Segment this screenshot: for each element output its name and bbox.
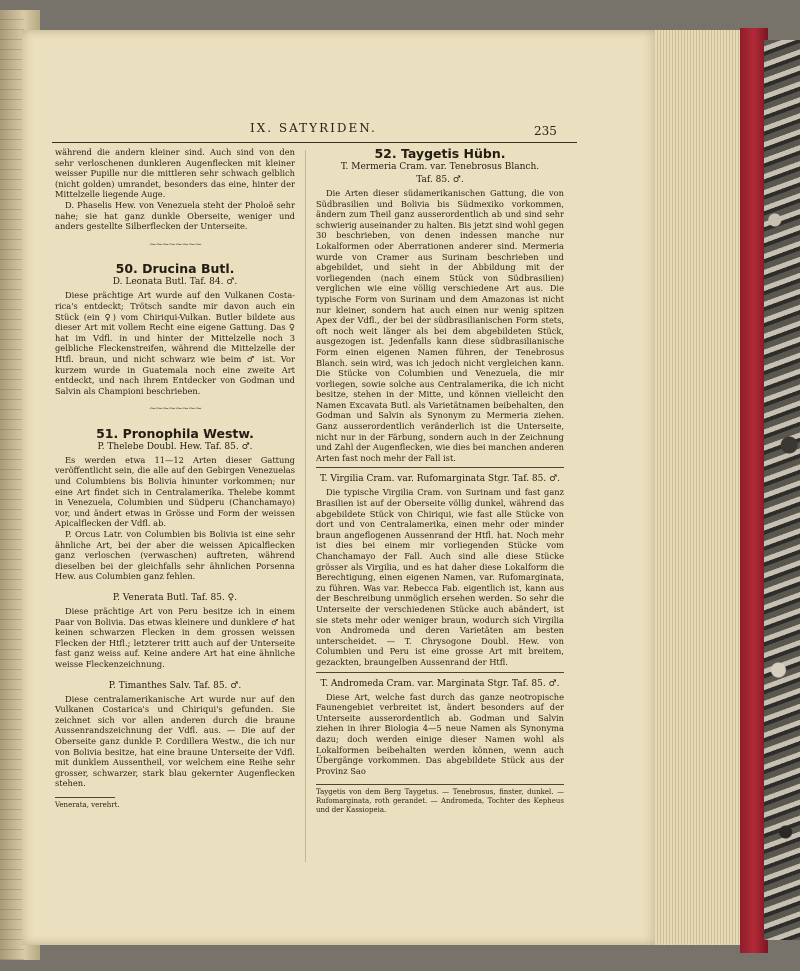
book-cover-marbled [764,40,800,940]
paragraph: Diese prächtige Art von Peru besitze ich in einem Paar von Bolivia. Das etwas kleinere und dunklere ♂ hat keinen schwarzen Flecken in dem grossen weissen Flecken der Htfl.; letzterer tritt auch auf der Unterseite fast ganz weiss auf. Keine andere Art hat eine ähnliche weisse Fleckenzeichnung. [55,606,295,669]
paragraph: Es werden etwa 11—12 Arten dieser Gattung veröffentlicht sein, die alle auf den Gebirgen Venezuelas und Columbiens bis Bolivia hinunter vorkommen; nur eine Art findet sich in Centralamerika. Thelebe kommt in Venezuela, Columbien und Südperu (Chanchamayo) vor, und ändert etwas in Grösse und Form der weissen Apicalflecken der Vdfl. ab. [55,454,295,529]
divider [316,672,564,673]
running-head: IX. SATYRIDEN. [250,121,377,135]
paragraph: Die Arten dieser südamerikanischen Gattung, die von Südbrasilien und Bolivia bis Südmexiko vorkommen, ändern zum Theil ganz ausserordentlich ab und sind sehr schwierig auseinander zu halten. Bis jetzt sind wohl gegen 30 beschrieben, von denen indessen manche nur Lokalformen oder Aberrationen anderer sind. Mermeria wurde von Cramer aus Surinam beschrieben und abgebildet, und sieht in der Abbildung mit der vorliegenden (nach einem Stück von Südbrasilien) verglichen wie eine völlig verschiedene Art aus. Die typische Form von Surinam und dem Amazonas ist nicht nur kleiner, sondern hat auch einen nur wenig spitzen Apex der Vdfl., der bei der südbrasilianischen Form stets, oft noch weit länger als bei dem abgebildeten Stück, ausgezogen ist. Jedenfalls kann diese südbrasilianische Form einen eigenen Namen führen, der Tenebrosus Blanch. sein wird, was ich jedoch nicht vergleichen kann. Die Stücke von Columbien und Venezuela, die mir vorliegen, sowie solche aus Centralamerika, die ich nicht besitze, stehen in der Mitte, und können vielleicht den Namen Excavata Butl. als Varietätnamen beibehalten, den Godman und Salvin als Synonym zu Mermeria ziehen. Ganz ausserordentlich veränderlich ist die Unterseite, nicht nur in der Färbung, sondern auch in der Zeichnung und Zahl der Augenflecken, wie dies bei manchen anderen Arten fast noch mehr der Fall ist. [316,188,564,463]
page-stack-edge [655,30,750,945]
section-title-taygetis: 52. Taygetis Hübn. [374,146,506,161]
paragraph: während die andern kleiner sind. Auch sind von den sehr verloschenen dunkleren Augenflecken mit kleiner weisser Pupille nur die mittleren sehr schwach gelblich (nicht golden) umrandet, besonders das eine, hinter der Mittelzelle liegende Auge. [55,147,295,200]
species-heading: P. Thelebe Doubl. Hew. Taf. 85. ♂. [97,441,253,452]
divider [316,467,564,468]
species-heading: T. Mermeria Cram. var. Tenebrosus Blanch. [340,162,540,172]
left-column [55,147,295,810]
paragraph: Die typische Virgilia Cram. von Surinam und fast ganz Brasilien ist auf der Oberseite völlig dunkel, während das abgebildete Stück von Chiriqui, wie fast alle Stücke von dort und von Centralamerika, einen mehr oder minder braun angeflogenen Aussenrand der Htfl. hat. Noch mehr ist dies bei einem mir vorliegenden Stücke vom Chanchamayo der Fall. Auch sind alle diese Stücke grösser als Virgilia, und es hat daher diese Lokalform die Berechtigung, einen eigenen Namen, var. Rufomarginata, zu führen. Was var. Rebecca Fab. eigentlich ist, kann aus der Beschreibung unmöglich ersehen werden. So sehr die Unterseite der verschiedenen Stücke auch abändert, ist sie stets mehr oder weniger braun, wodurch sich Virgilia von Andromeda und deren Varietäten am besten unterscheidet. — T. Chrysogone Doubl. Hew. von Columbien und Peru ist eine grosse Art mit breitem, gezackten, braungelben Aussenrand der Htfl. [316,487,564,667]
species-heading: T. Andromeda Cram. var. Marginata Stgr. Taf. 85. ♂. [320,678,560,689]
header-rule [52,142,577,143]
paragraph: D. Phaselis Hew. von Venezuela steht der Pholoë sehr nahe; sie hat ganz dunkle Oberseite, weniger und anders gestellte Silberflecken der Unterseite. [55,199,295,232]
footnote: Venerata, verehrt. [55,800,120,809]
paragraph: Diese prächtige Art wurde auf den Vulkanen Costa-rica's entdeckt; Trötsch sandte mir davon auch ein Stück (ein ♀) vom Chiriqui-Vulkan. Butler bildete aus dieser Art mit vollem Recht eine eigene Gattung. Das ♀ hat im Vdfl. in und hinter der Mittelzelle noch 3 gelbliche Fleckenstreifen, während die Mittelzelle der Htfl. braun, und nicht schwarz wie beim ♂ ist. Vor kurzem wurde in Guatemala noch eine zweite Art entdeckt, und nach ihrem Entdecker von Godman und Salvin als Championi beschrieben. [55,290,295,396]
species-heading: P. Venerata Butl. Taf. 85. ♀. [112,593,238,603]
paragraph: P. Orcus Latr. von Columbien bis Bolivia ist eine sehr ähnliche Art, bei der aber die weissen Apicalflecken ganz verloschen (verwaschen) auftreten, während dieselben bei der gleichfalls sehr ähnlichen Porsenna Hew. aus Columbien ganz fehlen. [55,529,295,582]
species-heading: T. Virgilia Cram. var. Rufomarginata Stgr. Taf. 85. ♂. [319,474,561,485]
previous-page-text-fragments [0,10,24,960]
right-column [316,147,564,815]
footnote-rule [55,797,115,798]
section-ornament: ~~~~~~~~ [148,239,202,250]
paragraph: Diese Art, welche fast durch das ganze neotropische Faunengebiet verbreitet ist, ändert besonders auf der Unterseite ausserordentlich ab. Godman und Salvin ziehen in ihrer Biologia 4—5 neue Namen als Synonyma dazu; doch werden einige dieser Namen wohl als Lokalformen beibehalten werden können, wenn auch Übergänge vorkommen. Das abgebildete Stück aus der Provinz Sao [316,691,564,776]
species-heading: P. Timanthes Salv. Taf. 85. ♂. [108,680,242,691]
section-ornament: ~~~~~~~~ [148,404,202,415]
column-divider [305,150,306,862]
footnote-rule [316,784,564,785]
section-title-pronophila: 51. Pronophila Westw. [96,425,254,441]
paragraph: Diese centralamerikanische Art wurde nur auf den Vulkanen Costarica's und Chiriqui's gefunden. Sie zeichnet sich vor allen anderen durch die braune Aussenrandszeichnung der Vdfl. aus. — Die auf der Oberseite ganz dunkle P. Cordillera Westw., die ich nur von Bolivia besitze, hat eine braune Unterseite der Vdfl. mit dunklem Aussentheil, vor welchem eine Reihe sehr grosser, schwarzer, stark blau gekernter Augenflecken stehen. [55,693,295,789]
plate-reference: Taf. 85. ♂. [416,175,464,185]
page-number: 235 [534,124,557,138]
footnote: Taygetis von dem Berg Taygetus. — Tenebrosus, finster, dunkel. — Rufomarginata, roth gerandet. — Andromeda, Tochter des Kepheus und der Kassiopeia. [316,788,564,815]
species-heading: D. Leonata Butl. Taf. 84. ♂. [112,277,238,288]
section-title-drucina: 50. Drucina Butl. [115,261,235,277]
